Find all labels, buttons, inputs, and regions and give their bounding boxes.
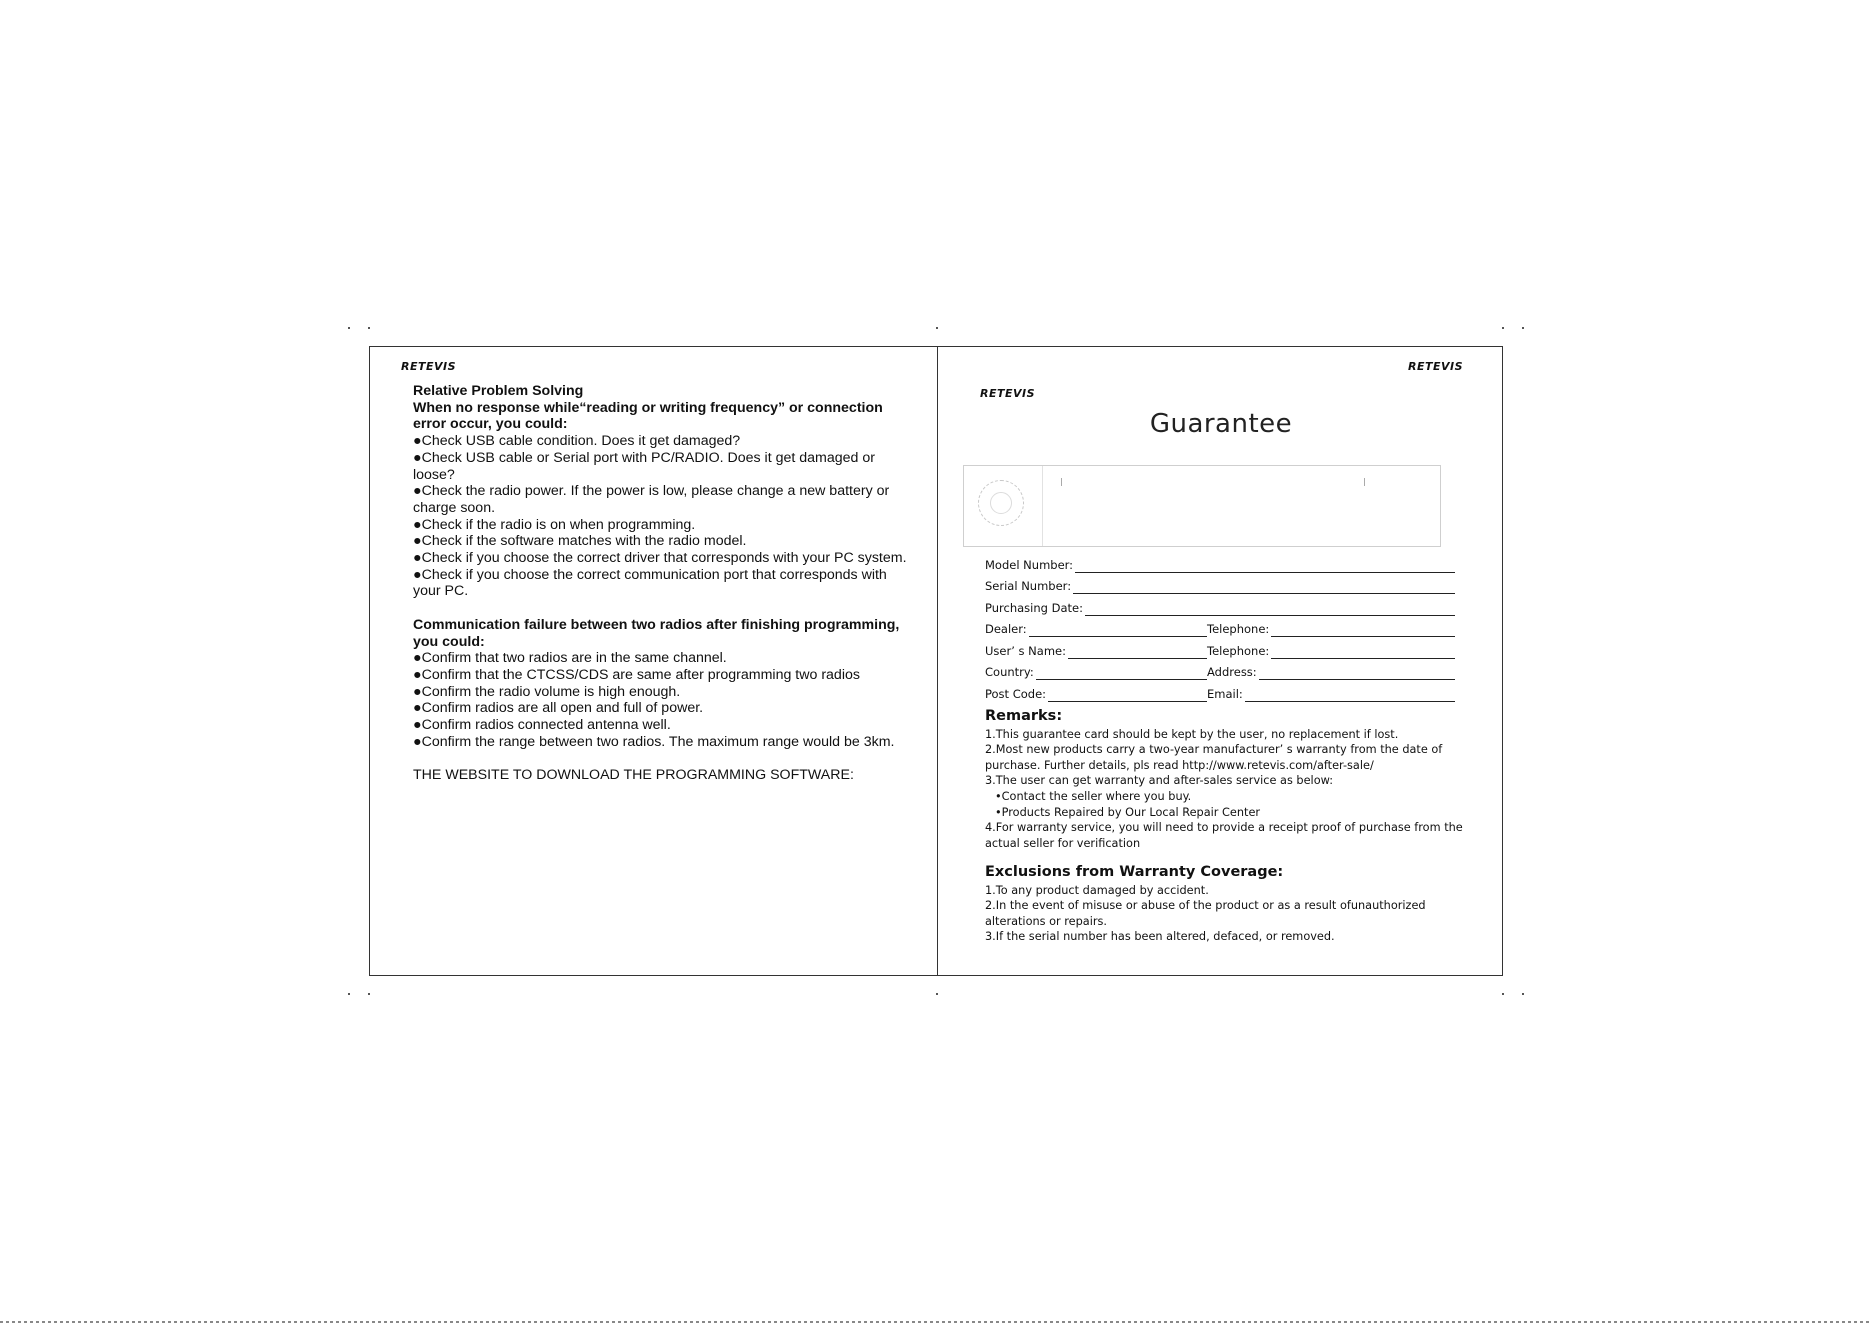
user-name-field[interactable]: [1068, 646, 1207, 659]
list-item: ●Check if the software matches with the radio model.: [413, 533, 747, 550]
brand-logo: RETEVIS: [980, 387, 1036, 400]
crop-mark: [368, 327, 370, 329]
list-item: ●Confirm the range between two radios. The maximum range would be 3km.: [413, 733, 895, 750]
remark-subitem: •Products Repaired by Our Local Repair Center: [995, 805, 1261, 819]
remarks-section: [985, 709, 1485, 851]
list-item: ●Confirm that two radios are in the same channel.: [413, 650, 727, 667]
field-label: Post Code:: [985, 686, 1047, 701]
remark-item: 1.This guarantee card should be kept by the user, no replacement if lost.: [985, 727, 1399, 741]
list-item: ●Check USB cable condition. Does it get damaged?: [413, 433, 741, 450]
list-item: ●Check the radio power. If the power is low, please change a new battery or charge soon.: [413, 483, 890, 516]
crop-mark: [348, 327, 350, 329]
field-label: Telephone:: [1207, 622, 1270, 636]
troubleshooting-text: [413, 383, 913, 784]
crop-mark: [1522, 327, 1524, 329]
remark-item: 4.For warranty service, you will need to provide a receipt proof of purchase from the actual seller for verification: [985, 821, 1463, 850]
country-field[interactable]: [1036, 667, 1207, 680]
crop-mark: [348, 993, 350, 995]
exclusion-item: 1.To any product damaged by accident.: [985, 883, 1209, 897]
crop-mark: [368, 993, 370, 995]
list-item: ●Check if you choose the correct communication port that corresponds with your PC.: [413, 566, 887, 600]
remark-subitem: •Contact the seller where you buy.: [995, 789, 1192, 803]
model-number-field[interactable]: [1075, 560, 1455, 573]
crop-mark: [1522, 993, 1524, 995]
exclusions-heading: Exclusions from Warranty Coverage:: [985, 864, 1284, 880]
address-field[interactable]: [1259, 667, 1455, 680]
remarks-heading: Remarks:: [985, 708, 1063, 724]
divider-tick: [1061, 478, 1062, 486]
left-page: [370, 347, 937, 975]
exclusion-item: 2.In the event of misuse or abuse of the product or as a result ofunauthorized alterations or repairs.: [985, 899, 1426, 928]
list-item: ●Confirm the radio volume is high enough.: [413, 683, 681, 700]
list-item: ●Confirm radios are all open and full of power.: [413, 700, 704, 717]
section-title: Relative Problem Solving: [413, 383, 584, 399]
section-title: Communication failure between two radios after finishing programming,: [413, 616, 900, 633]
user-telephone-field[interactable]: [1271, 646, 1455, 659]
field-label: Country:: [985, 665, 1034, 679]
remark-item: 2.Most new products carry a two-year manufacturer’ s warranty from the date of purchase. Further details, pls read http://www.retevis.com/after-sale/: [985, 743, 1443, 772]
list-item: ●Confirm radios connected antenna well.: [413, 717, 671, 734]
crop-mark: [936, 327, 938, 329]
scan-edge: [0, 1321, 1872, 1323]
section-intro: you could:: [413, 633, 485, 650]
seal-icon: [978, 480, 1024, 526]
brand-logo: RETEVIS: [401, 360, 457, 373]
crop-mark: [936, 993, 938, 995]
list-item: ●Check USB cable or Serial port with PC/RADIO. Does it get damaged or loose?: [413, 449, 875, 483]
list-item: ●Check if you choose the correct driver that corresponds with your PC system.: [413, 550, 907, 567]
field-label: Email:: [1207, 686, 1243, 701]
dealer-telephone-field[interactable]: [1271, 624, 1455, 637]
guarantee-form: [985, 551, 1455, 702]
list-item: ●Confirm that the CTCSS/CDS are same after programming two radios: [413, 666, 860, 683]
field-label: Purchasing Date:: [985, 600, 1083, 615]
manual-spread: [369, 346, 1503, 976]
website-note: THE WEBSITE TO DOWNLOAD THE PROGRAMMING SOFTWARE:: [413, 767, 854, 784]
section-intro: When no response while“reading or writing frequency” or connection error occur, you could:: [413, 399, 883, 433]
exclusions-section: [985, 865, 1485, 945]
purchasing-date-field[interactable]: [1085, 603, 1455, 616]
guarantee-header-box: [963, 465, 1441, 547]
email-field[interactable]: [1245, 689, 1455, 702]
crop-mark: [1502, 327, 1504, 329]
field-label: Serial Number:: [985, 579, 1072, 593]
field-label: Address:: [1207, 665, 1257, 679]
field-label: User’ s Name:: [985, 643, 1066, 658]
right-page: [938, 347, 1504, 975]
remark-item: 3.The user can get warranty and after-sales service as below:: [985, 774, 1334, 788]
crop-mark: [1502, 993, 1504, 995]
dealer-field[interactable]: [1029, 624, 1207, 637]
field-label: Model Number:: [985, 557, 1074, 572]
field-label: Telephone:: [1207, 643, 1270, 658]
field-label: Dealer:: [985, 622, 1027, 636]
divider-tick: [1364, 478, 1365, 486]
box-divider: [1042, 466, 1043, 546]
serial-number-field[interactable]: [1073, 581, 1455, 594]
exclusion-item: 3.If the serial number has been altered, defaced, or removed.: [985, 930, 1335, 944]
brand-logo: RETEVIS: [1408, 360, 1464, 373]
page-title: Guarantee: [1149, 409, 1293, 439]
list-item: ●Check if the radio is on when programming.: [413, 516, 696, 533]
post-code-field[interactable]: [1048, 689, 1207, 702]
